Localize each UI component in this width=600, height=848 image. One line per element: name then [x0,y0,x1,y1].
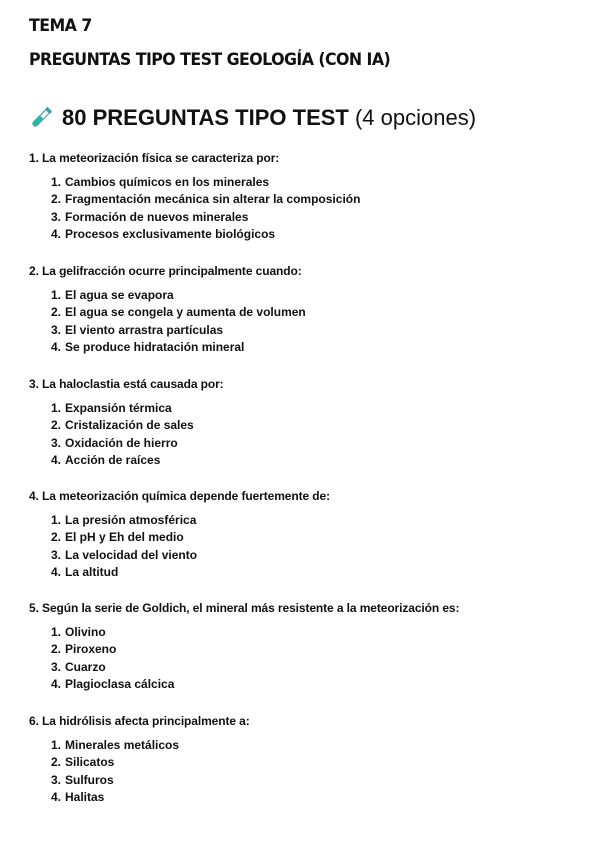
question-text: 1. La meteorización física se caracteriza por: [29,151,280,165]
section-title-note: (4 opciones) [354,105,477,130]
option-item: 3. Cuarzo [29,659,589,676]
question-block [29,264,589,356]
option-item: 4. Acción de raíces [29,452,589,469]
section-title [27,104,476,132]
option-item: 3. El viento arrastra partículas [29,322,589,339]
option-list [29,287,589,356]
question-block [29,377,589,469]
option-item: 4. La altitud [29,564,589,581]
option-text: Piroxeno [65,642,117,657]
option-item: 1. Expansión térmica [29,400,589,417]
option-text: El agua se evapora [65,288,174,302]
option-item: 4. Procesos exclusivamente biológicos [29,226,589,243]
option-item: 3. Formación de nuevos minerales [29,209,589,226]
option-text: Cuarzo [65,659,106,674]
option-item: 1. Minerales metálicos [29,737,589,754]
option-text: Formación de nuevos minerales [65,209,249,224]
option-item: 3. Sulfuros [29,772,589,789]
option-item: 4. Se produce hidratación mineral [29,339,589,356]
option-text: Oxidación de hierro [65,435,178,450]
question-block [29,601,589,693]
test-tube-icon [27,104,55,132]
option-text: El pH y Eh del medio [65,530,184,545]
option-text: Expansión térmica [65,401,172,415]
option-text: La velocidad del viento [65,547,198,562]
question-block [29,489,589,581]
option-item: 2. Fragmentación mecánica sin alterar la composición [29,191,589,208]
option-text: El agua se congela y aumenta de volumen [65,305,306,320]
question-text: 2. La gelifracción ocurre principalmente cuando: [29,264,302,278]
document-title: PREGUNTAS TIPO TEST GEOLOGÍA (CON IA) [29,50,391,70]
topic-heading: TEMA 7 [29,16,92,36]
option-list [29,737,589,806]
option-text: Sulfuros [65,772,114,787]
option-text: Olivino [65,625,106,639]
option-text: Cristalización de sales [65,418,194,433]
option-list [29,174,589,243]
option-list [29,512,589,581]
option-text: La presión atmosférica [65,513,197,527]
option-item: 1. Cambios químicos en los minerales [29,174,589,191]
option-text: Fragmentación mecánica sin alterar la composición [65,192,361,207]
option-item: 2. Piroxeno [29,641,589,658]
option-item: 2. Silicatos [29,754,589,771]
option-list [29,624,589,693]
option-text: Acción de raíces [65,452,161,467]
option-text: Plagioclasa cálcica [65,676,175,691]
question-text: 5. Según la serie de Goldich, el mineral más resistente a la meteorización es: [29,601,460,615]
question-text: 4. La meteorización química depende fuertemente de: [29,489,330,503]
option-item: 2. Cristalización de sales [29,417,589,434]
question-block [29,714,589,806]
question-text: 6. La hidrólisis afecta principalmente a: [29,714,250,728]
option-list [29,400,589,469]
option-item: 2. El agua se congela y aumenta de volumen [29,304,589,321]
question-block [29,151,589,243]
option-item: 1. La presión atmosférica [29,512,589,529]
option-text: Silicatos [65,755,115,770]
option-item: 1. Olivino [29,624,589,641]
option-item: 1. El agua se evapora [29,287,589,304]
option-text: Se produce hidratación mineral [65,339,245,354]
option-item: 3. La velocidad del viento [29,547,589,564]
section-title-main: 80 PREGUNTAS TIPO TEST [62,105,349,130]
question-text: 3. La haloclastia está causada por: [29,377,224,391]
option-text: El viento arrastra partículas [65,322,224,337]
option-text: Halitas [65,789,105,804]
option-item: 4. Plagioclasa cálcica [29,676,589,693]
option-text: Procesos exclusivamente biológicos [65,226,276,241]
option-text: Cambios químicos en los minerales [65,175,270,189]
option-item: 3. Oxidación de hierro [29,435,589,452]
option-text: Minerales metálicos [65,738,180,752]
option-text: La altitud [65,564,119,579]
option-item: 4. Halitas [29,789,589,806]
option-item: 2. El pH y Eh del medio [29,529,589,546]
